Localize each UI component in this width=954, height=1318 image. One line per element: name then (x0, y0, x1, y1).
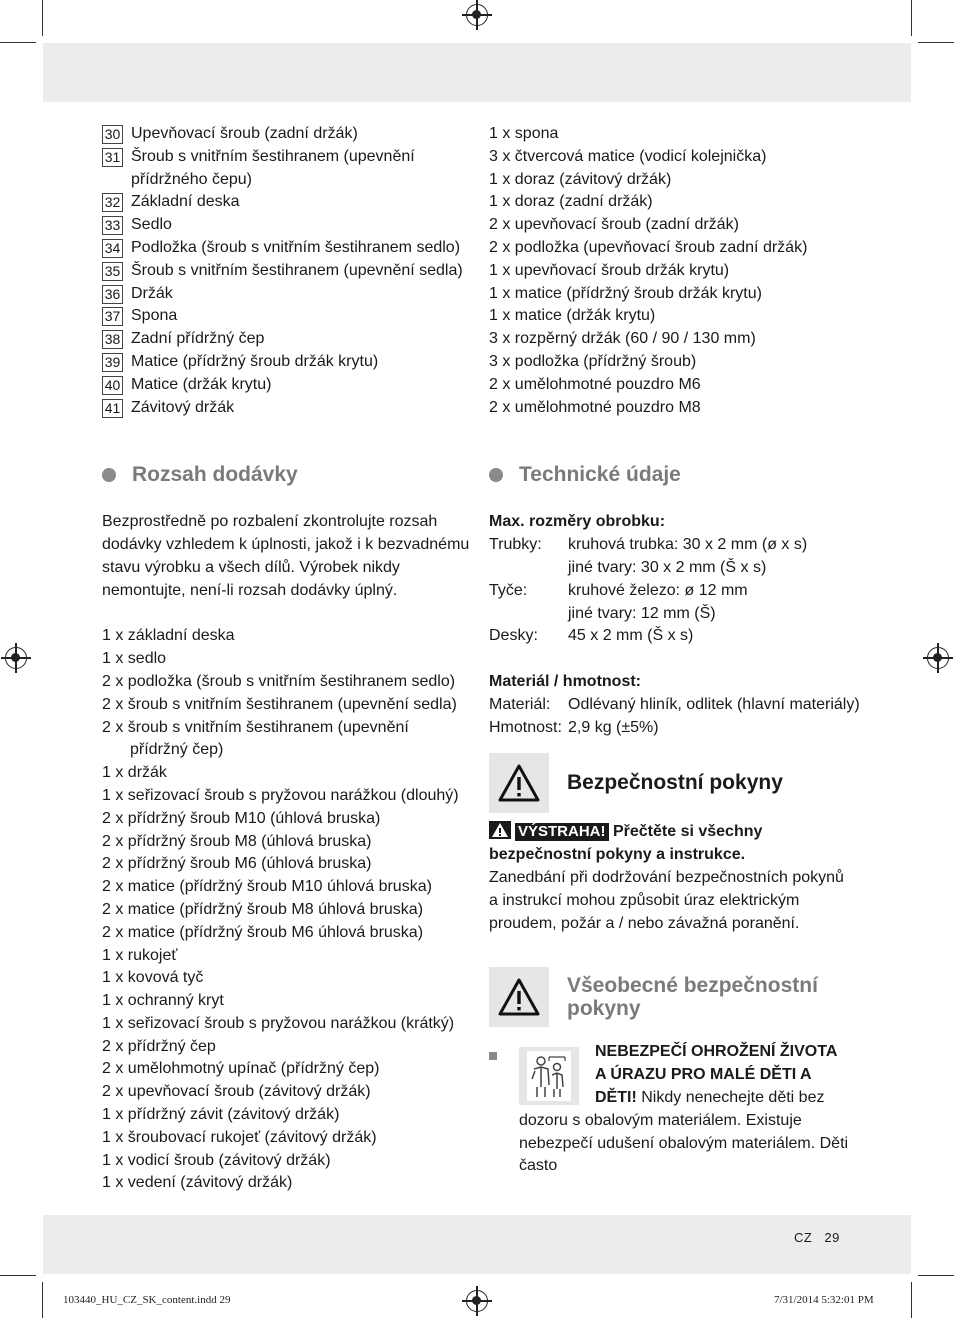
delivery-item: 2 x umělohmotné pouzdro M8 (489, 398, 701, 416)
child-warning-text: Nikdy nenechejte děti bez (641, 1088, 825, 1106)
warning-text-line: a instrukcí mohou způsobit úraz elektrickým (489, 891, 800, 909)
warning-text-line: proudem, požár a / nebo závažná poranění. (489, 914, 800, 932)
part-label-line: Šroub s vnitřním šestihranem (upevnění (131, 147, 415, 165)
delivery-item: 2 x přídržný čep (102, 1037, 216, 1055)
tech-row (489, 717, 869, 740)
parts-list (102, 123, 472, 419)
child-warning (489, 1043, 869, 1187)
part-label-line: přídržného čepu) (131, 170, 252, 188)
child-warning-text-line: dozoru s obalovým materiálem. Existuje (519, 1111, 802, 1129)
part-label-line: Podložka (šroub s vnitřním šestihranem sedlo) (131, 238, 461, 256)
material-table (489, 694, 869, 740)
part-number: 31 (102, 148, 123, 167)
tech-value: kruhová trubka: 30 x 2 mm (ø x s) (568, 536, 808, 554)
delivery-item: 2 x přídržný šroub M6 (úhlová bruska) (102, 855, 372, 873)
part-label (131, 146, 415, 192)
part-row (102, 146, 472, 192)
material-heading: Materiál / hmotnost: (489, 672, 642, 690)
part-label-line: Spona (131, 307, 178, 325)
delivery-item: 2 x umělohmotné pouzdro M6 (489, 375, 701, 393)
part-number: 39 (102, 353, 123, 372)
crop-mark (911, 1282, 912, 1318)
warning-text (489, 867, 869, 935)
tech-value: 45 x 2 mm (Š x s) (568, 627, 694, 645)
part-label (131, 328, 264, 351)
warning-bold-2: bezpečnostní pokyny a instrukce. (489, 846, 746, 864)
tech-value: jiné tvary: 30 x 2 mm (Š x s) (568, 558, 767, 576)
part-label-line: Upevňovací šroub (zadní držák) (131, 125, 358, 142)
warning-triangle-icon (489, 821, 511, 839)
child-warning-bold: A ÚRAZU PRO MALÉ DĚTI A (595, 1066, 812, 1084)
warning-bold: Přečtěte si všechny (612, 823, 763, 841)
section-title: Technické údaje (519, 463, 681, 487)
dims-heading: Max. rozměry obrobku: (489, 513, 666, 531)
registration-mark-icon (466, 1290, 488, 1312)
part-row (102, 237, 472, 260)
part-label (131, 351, 378, 374)
crop-mark (42, 1282, 43, 1318)
delivery-items (102, 625, 472, 1195)
intro-line: nemontujte, není-li rozsah dodávky úplný. (102, 581, 398, 599)
delivery-item: 1 x přídržný závit (závitový držák) (102, 1106, 340, 1124)
delivery-item: 2 x podložka (šroub s vnitřním šestihranem sedlo) (102, 672, 456, 690)
page-num: 29 (824, 1230, 840, 1245)
warning-triangle-icon (489, 753, 549, 813)
part-number: 38 (102, 330, 123, 349)
delivery-item: 2 x podložka (upevňovací šroub zadní držák) (489, 238, 808, 256)
delivery-item: 3 x čtvercová matice (vodicí kolejnička) (489, 147, 767, 165)
delivery-item: 1 x šroubovací rukojeť (závitový držák) (102, 1128, 377, 1146)
circle-bullet-icon (102, 468, 116, 482)
delivery-item: 1 x seřizovací šroub s pryžovou narážkou (krátký) (102, 1014, 455, 1032)
part-number: 37 (102, 307, 123, 326)
part-number: 33 (102, 216, 123, 235)
delivery-item: 2 x matice (přídržný šroub M10 úhlová bruska) (102, 878, 432, 896)
delivery-item: 1 x matice (držák krytu) (489, 307, 656, 325)
general-safety-title-line: pokyny (567, 997, 641, 1021)
delivery-item: 3 x podložka (přídržný šroub) (489, 352, 697, 370)
child-warning-line (595, 1087, 824, 1110)
delivery-item: 2 x šroub s vnitřním šestihranem (upevnění (102, 718, 409, 736)
delivery-item: 2 x přídržný šroub M8 (úhlová bruska) (102, 832, 372, 850)
tech-row (489, 580, 869, 603)
circle-bullet-icon (489, 468, 503, 482)
part-label (131, 214, 172, 237)
tech-value: Odlévaný hliník, odlitek (hlavní materiály) (568, 695, 860, 713)
dims-table (489, 534, 869, 648)
crop-mark (911, 0, 912, 36)
square-bullet-icon (489, 1052, 497, 1060)
left-column (102, 123, 472, 1195)
delivery-intro (102, 511, 472, 602)
delivery-item: 1 x vedení (závitový držák) (102, 1174, 293, 1192)
part-label-line: Závitový držák (131, 398, 235, 416)
part-number: 34 (102, 239, 123, 258)
delivery-item: 2 x přídržný šroub M10 (úhlová bruska) (102, 809, 381, 827)
delivery-item: 2 x umělohmotný upínač (přídržný čep) (102, 1060, 380, 1078)
warning-text-line: Zanedbání při dodržování bezpečnostních pokynů (489, 868, 844, 886)
part-number: 30 (102, 125, 123, 144)
intro-line: stavu výrobku a všech dílů. Výrobek nikdy (102, 558, 400, 576)
delivery-item: 1 x ochranný kryt (102, 992, 224, 1010)
tech-value: jiné tvary: 12 mm (Š) (568, 604, 716, 622)
page-number (794, 1230, 852, 1245)
tech-label: Tyče: (489, 581, 528, 599)
part-number: 32 (102, 193, 123, 212)
tech-label: Hmotnost: (489, 718, 562, 736)
delivery-item: 1 x matice (přídržný šroub držák krytu) (489, 284, 762, 302)
general-safety-title (567, 974, 818, 1020)
part-label (131, 283, 173, 306)
part-label (131, 397, 234, 420)
tech-row (489, 534, 869, 557)
delivery-item: 1 x upevňovací šroub držák krytu) (489, 261, 730, 279)
section-title: Rozsah dodávky (132, 463, 298, 487)
part-row (102, 305, 472, 328)
delivery-item: 1 x vodicí šroub (závitový držák) (102, 1151, 331, 1169)
tech-label (489, 557, 568, 580)
part-label-line: Držák (131, 284, 173, 302)
tech-heading (489, 463, 869, 487)
part-label (131, 123, 358, 146)
delivery-item: 2 x matice (přídržný šroub M8 úhlová bruska) (102, 900, 424, 918)
part-row (102, 123, 472, 146)
footer-band (43, 1215, 911, 1274)
part-row (102, 374, 472, 397)
delivery-item: 1 x seřizovací šroub s pryžovou narážkou (dlouhý) (102, 786, 459, 804)
delivery-item: 1 x základní deska (102, 627, 235, 645)
delivery-heading (102, 463, 472, 487)
part-label-line: Zadní přídržný čep (131, 330, 265, 348)
tech-label: Materiál: (489, 695, 551, 713)
delivery-item: 3 x rozpěrný držák (60 / 90 / 130 mm) (489, 330, 756, 348)
general-safety-heading (489, 967, 869, 1027)
child-warning-text-line: nebezpečí udušení obalovým materiálem. Děti (519, 1134, 849, 1152)
part-number: 41 (102, 399, 123, 418)
delivery-items-continued (489, 123, 869, 419)
part-label (131, 260, 463, 283)
part-label (131, 374, 271, 397)
child-warning-text-line: často (519, 1157, 558, 1175)
delivery-item: 1 x doraz (závitový držák) (489, 170, 672, 188)
part-row (102, 397, 472, 420)
registration-mark-icon (466, 4, 488, 26)
part-row (102, 214, 472, 237)
delivery-item: 1 x doraz (zadní držák) (489, 193, 653, 211)
tech-label (489, 603, 568, 626)
child-warning-icon (519, 1047, 579, 1105)
warning-line (489, 821, 869, 844)
part-row (102, 283, 472, 306)
header-band (43, 43, 911, 102)
delivery-item: 2 x matice (přídržný šroub M6 úhlová bruska) (102, 923, 424, 941)
child-warning-text (519, 1110, 848, 1178)
warning-badge: VÝSTRAHA! (515, 823, 609, 841)
language-code: CZ (794, 1230, 813, 1245)
delivery-item: 1 x kovová tyč (102, 969, 204, 987)
tech-value: 2,9 kg (±5%) (568, 718, 659, 736)
part-row (102, 260, 472, 283)
part-label-line: Šroub s vnitřním šestihranem (upevnění sedla) (131, 261, 463, 279)
part-number: 40 (102, 376, 123, 395)
crop-mark (918, 1275, 954, 1276)
tech-row (489, 557, 869, 580)
safety-heading (489, 753, 869, 813)
slug-date: 7/31/2014 5:32:01 PM (774, 1294, 874, 1306)
crop-mark (0, 42, 36, 43)
crop-mark (918, 42, 954, 43)
delivery-item: 1 x rukojeť (102, 946, 178, 964)
delivery-item: 1 x držák (102, 764, 167, 782)
tech-value: kruhové železo: ø 12 mm (568, 581, 748, 599)
slug-file: 103440_HU_CZ_SK_content.indd 29 (63, 1294, 231, 1306)
tech-row (489, 694, 869, 717)
part-label (131, 305, 177, 328)
right-column (489, 123, 869, 1187)
part-label (131, 191, 240, 214)
safety-title: Bezpečnostní pokyny (567, 771, 783, 795)
part-label-line: Matice (přídržný šroub držák krytu) (131, 352, 379, 370)
warning-triangle-icon (489, 967, 549, 1027)
registration-mark-icon (927, 647, 949, 669)
delivery-item: 2 x upevňovací šroub (zadní držák) (489, 216, 739, 234)
registration-mark-icon (5, 647, 27, 669)
tech-row (489, 625, 869, 648)
tech-label: Desky: (489, 627, 538, 645)
tech-label: Trubky: (489, 536, 542, 554)
part-row (102, 328, 472, 351)
part-label-line: Matice (držák krytu) (131, 375, 272, 393)
part-row (102, 191, 472, 214)
general-safety-title-line: Všeobecné bezpečnostní (567, 974, 818, 998)
part-label-line: Sedlo (131, 216, 172, 234)
intro-line: dodávky vzhledem k úplnosti, jakož i k bezvadnému (102, 536, 470, 554)
part-row (102, 351, 472, 374)
delivery-item: 1 x spona (489, 125, 559, 142)
part-number: 35 (102, 262, 123, 281)
child-warning-bold: NEBEZPEČÍ OHROŽENÍ ŽIVOTA (595, 1043, 838, 1061)
delivery-item: 2 x upevňovací šroub (závitový držák) (102, 1083, 371, 1101)
delivery-item: 1 x sedlo (102, 650, 167, 668)
delivery-item: přídržný čep) (130, 741, 224, 759)
delivery-item: 2 x šroub s vnitřním šestihranem (upevnění sedla) (102, 695, 457, 713)
part-number: 36 (102, 285, 123, 304)
part-label (131, 237, 460, 260)
tech-row (489, 603, 869, 626)
crop-mark (0, 1275, 36, 1276)
part-label-line: Základní deska (131, 193, 240, 211)
crop-mark (42, 0, 43, 36)
intro-line: Bezprostředně po rozbalení zkontrolujte rozsah (102, 513, 438, 531)
child-warning-bold: DĚTI! (595, 1088, 637, 1106)
